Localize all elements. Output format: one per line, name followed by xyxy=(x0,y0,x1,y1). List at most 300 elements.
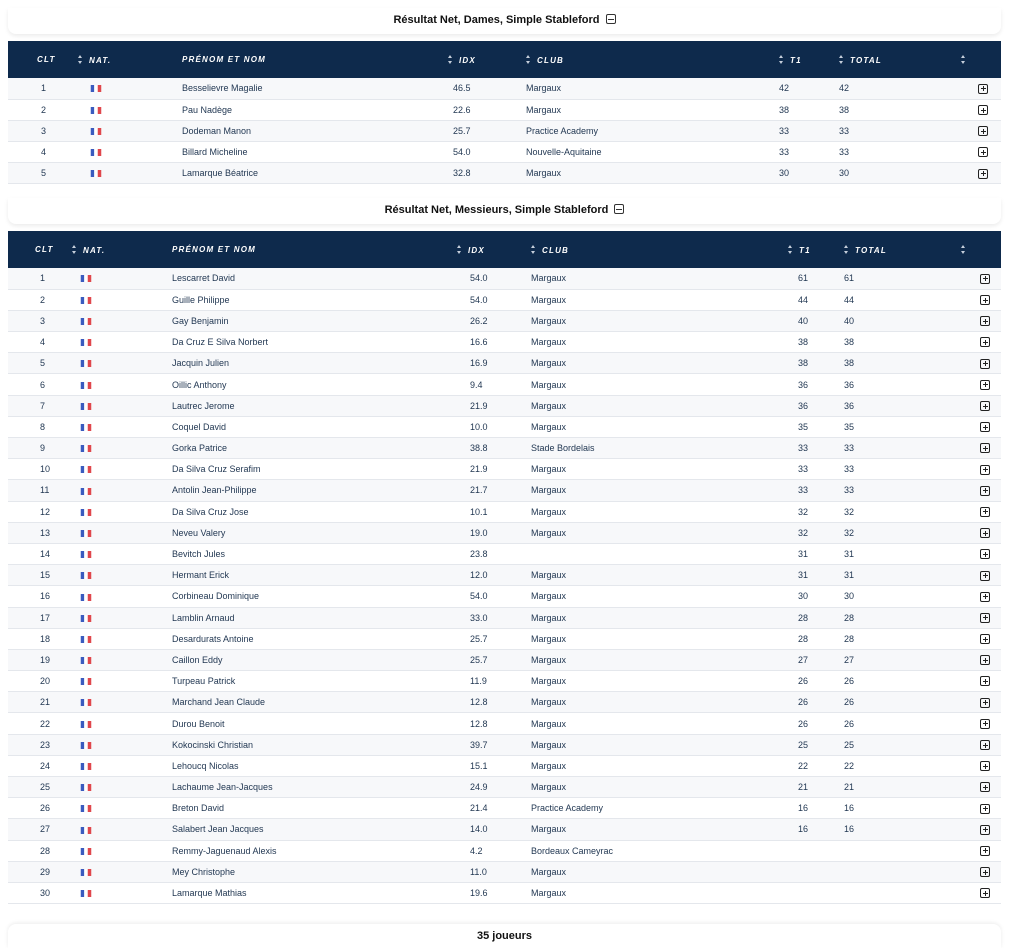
table-row[interactable] xyxy=(8,289,1001,310)
rank-text: 14 xyxy=(40,549,51,560)
expand-plus-icon[interactable] xyxy=(980,782,990,792)
table-row[interactable] xyxy=(8,649,1001,670)
player-name: Lamarque Béatrice xyxy=(182,168,259,179)
index-cell xyxy=(457,777,531,798)
nationality-cell xyxy=(72,840,172,861)
collapse-minus-icon[interactable] xyxy=(614,204,624,214)
sort-arrows-icon[interactable] xyxy=(788,245,793,254)
t1-cell xyxy=(788,459,844,480)
t1-score: 28 xyxy=(798,612,809,623)
club-name: Margaux xyxy=(526,83,562,94)
table-row[interactable] xyxy=(8,268,1001,289)
club-cell xyxy=(531,353,788,374)
table-row[interactable] xyxy=(8,840,1001,861)
rank-text: 11 xyxy=(40,485,50,496)
expand-plus-icon[interactable] xyxy=(980,740,990,750)
t1-score: 22 xyxy=(798,760,809,771)
nationality-cell xyxy=(72,310,172,331)
expand-plus-icon[interactable] xyxy=(980,507,990,517)
sort-arrows-icon[interactable] xyxy=(961,245,966,254)
club-cell xyxy=(531,395,788,416)
nationality-cell xyxy=(72,777,172,798)
expand-cell xyxy=(961,374,1001,395)
nationality-cell xyxy=(72,819,172,840)
expand-cell xyxy=(961,565,1001,586)
club-name: Margaux xyxy=(531,782,567,793)
player-name: Lescarret David xyxy=(172,273,236,284)
t1-score: 26 xyxy=(798,718,809,729)
france-flag-icon xyxy=(80,403,92,410)
player-name-cell xyxy=(172,882,457,903)
expand-cell xyxy=(961,289,1001,310)
total-cell xyxy=(844,374,961,395)
rank-cell xyxy=(8,78,78,99)
france-flag-icon xyxy=(80,678,92,685)
nationality-cell xyxy=(72,438,172,459)
france-flag-icon xyxy=(80,572,92,579)
rank-cell xyxy=(8,543,72,564)
rank-cell xyxy=(8,713,72,734)
player-name: Da Silva Cruz Jose xyxy=(172,506,249,517)
expand-plus-icon[interactable] xyxy=(978,105,988,115)
france-flag-icon xyxy=(80,742,92,749)
expand-plus-icon[interactable] xyxy=(980,549,990,559)
total-cell xyxy=(844,289,961,310)
total-cell xyxy=(844,416,961,437)
club-name: Margaux xyxy=(531,294,567,305)
index-cell xyxy=(457,438,531,459)
col-header-idx[interactable]: IDX xyxy=(457,231,531,268)
total-cell xyxy=(844,459,961,480)
rank-text: 29 xyxy=(40,866,51,877)
rank-text: 2 xyxy=(40,294,46,305)
col-header-club[interactable]: CLUB xyxy=(526,41,779,78)
nationality-cell xyxy=(72,586,172,607)
t1-cell xyxy=(788,586,844,607)
rank-cell xyxy=(8,861,72,882)
sort-arrows-icon[interactable] xyxy=(78,55,83,64)
expand-plus-icon[interactable] xyxy=(980,401,990,411)
index-value: 33.0 xyxy=(470,612,488,623)
club-name: Margaux xyxy=(526,168,562,179)
france-flag-icon xyxy=(80,763,92,770)
rank-cell xyxy=(8,438,72,459)
france-flag-icon xyxy=(80,275,92,282)
index-value: 12.8 xyxy=(470,697,488,708)
expand-cell xyxy=(961,522,1001,543)
player-name-cell xyxy=(172,459,457,480)
player-name: Da Cruz E Silva Norbert xyxy=(172,337,269,348)
total-score: 28 xyxy=(844,633,855,644)
club-cell xyxy=(531,459,788,480)
table-row[interactable] xyxy=(8,163,1001,184)
expand-plus-icon[interactable] xyxy=(980,337,990,347)
index-cell xyxy=(457,459,531,480)
club-name: Margaux xyxy=(531,485,567,496)
club-cell xyxy=(531,692,788,713)
france-flag-icon xyxy=(80,721,92,728)
index-value: 19.6 xyxy=(470,888,488,899)
col-header-actions[interactable] xyxy=(961,41,1001,78)
table-row[interactable] xyxy=(8,882,1001,903)
france-flag-icon xyxy=(80,466,92,473)
expand-plus-icon[interactable] xyxy=(980,274,990,284)
table-row[interactable] xyxy=(8,459,1001,480)
collapse-minus-icon[interactable] xyxy=(606,14,616,24)
rank-text: 10 xyxy=(40,464,51,475)
rank-cell xyxy=(8,120,78,141)
col-header-nat[interactable]: NAT. xyxy=(78,41,182,78)
col-header-nat[interactable]: NAT. xyxy=(72,231,172,268)
expand-plus-icon[interactable] xyxy=(978,126,988,136)
col-header-t1[interactable]: T1 xyxy=(788,231,844,268)
dames-title-text: Résultat Net, Dames, Simple Stableford xyxy=(393,14,600,26)
club-cell xyxy=(531,755,788,776)
table-row[interactable] xyxy=(8,310,1001,331)
nationality-cell xyxy=(72,416,172,437)
rank-text: 5 xyxy=(40,358,46,369)
club-name: Nouvelle-Aquitaine xyxy=(526,147,602,158)
player-name-cell xyxy=(172,798,457,819)
player-name-cell xyxy=(172,819,457,840)
table-row[interactable] xyxy=(8,522,1001,543)
france-flag-icon xyxy=(80,382,92,389)
rank-text: 22 xyxy=(40,718,51,729)
index-value: 16.6 xyxy=(470,337,488,348)
player-name-cell xyxy=(172,543,457,564)
total-score: 30 xyxy=(844,591,855,602)
rank-text: 3 xyxy=(41,125,47,136)
col-header-name[interactable]: PRÉNOM ET NOM xyxy=(172,231,457,268)
col-header-name[interactable]: PRÉNOM ET NOM xyxy=(182,41,448,78)
index-value: 23.8 xyxy=(470,549,488,560)
club-cell xyxy=(531,543,788,564)
france-flag-icon xyxy=(80,890,92,897)
expand-plus-icon[interactable] xyxy=(980,761,990,771)
sort-arrows-icon[interactable] xyxy=(72,245,77,254)
nationality-cell xyxy=(72,522,172,543)
col-header-idx[interactable]: IDX xyxy=(448,41,526,78)
table-row[interactable] xyxy=(8,565,1001,586)
expand-plus-icon[interactable] xyxy=(980,422,990,432)
club-cell xyxy=(531,882,788,903)
table-row[interactable] xyxy=(8,819,1001,840)
t1-score: 38 xyxy=(798,358,809,369)
table-row[interactable] xyxy=(8,353,1001,374)
t1-score: 33 xyxy=(779,125,790,136)
club-name: Margaux xyxy=(531,273,567,284)
index-value: 11.0 xyxy=(470,866,487,877)
player-name: Da Silva Cruz Serafim xyxy=(172,464,261,475)
club-cell xyxy=(531,332,788,353)
total-cell xyxy=(844,755,961,776)
expand-cell xyxy=(961,99,1001,120)
col-header-actions[interactable] xyxy=(961,231,1001,268)
t1-cell xyxy=(788,840,844,861)
club-name: Margaux xyxy=(531,888,567,899)
table-row[interactable] xyxy=(8,777,1001,798)
player-name-cell xyxy=(172,522,457,543)
table-row[interactable] xyxy=(8,628,1001,649)
france-flag-icon xyxy=(80,530,92,537)
club-name: Margaux xyxy=(531,654,567,665)
t1-score: 35 xyxy=(798,421,809,432)
t1-cell xyxy=(788,522,844,543)
index-value: 16.9 xyxy=(470,358,488,369)
expand-plus-icon[interactable] xyxy=(980,592,990,602)
sort-arrows-icon[interactable] xyxy=(961,55,966,64)
total-cell xyxy=(844,438,961,459)
rank-text: 7 xyxy=(40,400,46,411)
t1-cell xyxy=(788,649,844,670)
t1-cell xyxy=(788,501,844,522)
rank-cell xyxy=(8,163,78,184)
expand-plus-icon[interactable] xyxy=(980,443,990,453)
france-flag-icon xyxy=(80,360,92,367)
rank-cell xyxy=(8,289,72,310)
player-name: Oillic Anthony xyxy=(172,379,227,390)
expand-plus-icon[interactable] xyxy=(980,295,990,305)
expand-cell xyxy=(961,607,1001,628)
player-name: Marchand Jean Claude xyxy=(172,697,266,708)
nationality-cell xyxy=(72,692,172,713)
t1-cell xyxy=(779,78,839,99)
club-cell xyxy=(531,480,788,501)
table-row[interactable] xyxy=(8,374,1001,395)
expand-plus-icon[interactable] xyxy=(980,613,990,623)
index-cell xyxy=(457,734,531,755)
nationality-cell xyxy=(72,565,172,586)
player-name-cell xyxy=(172,438,457,459)
expand-plus-icon[interactable] xyxy=(980,676,990,686)
table-row[interactable] xyxy=(8,671,1001,692)
index-cell xyxy=(457,480,531,501)
nationality-cell xyxy=(78,142,182,163)
t1-cell xyxy=(788,543,844,564)
expand-plus-icon[interactable] xyxy=(980,634,990,644)
expand-plus-icon[interactable] xyxy=(980,465,990,475)
expand-plus-icon[interactable] xyxy=(980,698,990,708)
col-header-total[interactable]: TOTAL xyxy=(839,41,961,78)
sort-arrows-icon[interactable] xyxy=(844,245,849,254)
expand-plus-icon[interactable] xyxy=(980,888,990,898)
index-value: 32.8 xyxy=(453,168,471,179)
index-value: 46.5 xyxy=(453,83,471,94)
france-flag-icon xyxy=(80,594,92,601)
table-row[interactable] xyxy=(8,480,1001,501)
t1-cell xyxy=(788,268,844,289)
t1-cell xyxy=(779,99,839,120)
index-cell xyxy=(457,798,531,819)
france-flag-icon xyxy=(80,699,92,706)
expand-cell xyxy=(961,395,1001,416)
expand-plus-icon[interactable] xyxy=(980,380,990,390)
expand-cell xyxy=(961,882,1001,903)
messieurs-results-table xyxy=(8,231,1001,904)
index-value: 21.4 xyxy=(470,803,488,814)
col-header-clt[interactable]: CLT xyxy=(8,231,72,268)
index-value: 25.7 xyxy=(453,125,471,136)
index-value: 12.8 xyxy=(470,718,488,729)
t1-score: 31 xyxy=(798,570,809,581)
expand-plus-icon[interactable] xyxy=(980,655,990,665)
club-name: Practice Academy xyxy=(526,125,599,136)
table-row[interactable] xyxy=(8,142,1001,163)
expand-plus-icon[interactable] xyxy=(980,359,990,369)
index-value: 10.1 xyxy=(470,506,488,517)
sort-arrows-icon[interactable] xyxy=(457,245,462,254)
expand-plus-icon[interactable] xyxy=(980,316,990,326)
expand-cell xyxy=(961,777,1001,798)
table-row[interactable] xyxy=(8,713,1001,734)
expand-plus-icon[interactable] xyxy=(980,846,990,856)
expand-cell xyxy=(961,332,1001,353)
player-name: Remmy-Jaguenaud Alexis xyxy=(172,845,277,856)
table-row[interactable] xyxy=(8,120,1001,141)
expand-plus-icon[interactable] xyxy=(980,825,990,835)
table-row[interactable] xyxy=(8,99,1001,120)
total-score: 25 xyxy=(844,739,855,750)
table-row[interactable] xyxy=(8,332,1001,353)
t1-score: 38 xyxy=(798,337,809,348)
player-name: Bevitch Jules xyxy=(172,549,226,560)
t1-score: 31 xyxy=(798,549,809,560)
expand-plus-icon[interactable] xyxy=(978,147,988,157)
table-row[interactable] xyxy=(8,798,1001,819)
club-name: Margaux xyxy=(531,591,567,602)
expand-cell xyxy=(961,586,1001,607)
nationality-cell xyxy=(72,628,172,649)
club-name: Margaux xyxy=(531,421,567,432)
expand-plus-icon[interactable] xyxy=(980,528,990,538)
table-row[interactable] xyxy=(8,607,1001,628)
club-name: Bordeaux Cameyrac xyxy=(531,845,614,856)
col-header-clt[interactable]: CLT xyxy=(8,41,78,78)
index-cell xyxy=(457,353,531,374)
table-row[interactable] xyxy=(8,543,1001,564)
player-name: Mey Christophe xyxy=(172,866,236,877)
index-cell xyxy=(448,99,526,120)
rank-text: 19 xyxy=(40,654,51,665)
col-header-total[interactable]: TOTAL xyxy=(844,231,961,268)
table-row[interactable] xyxy=(8,692,1001,713)
club-name: Margaux xyxy=(531,612,567,623)
total-score: 27 xyxy=(844,654,855,665)
index-cell xyxy=(457,861,531,882)
player-name: Caillon Eddy xyxy=(172,654,223,665)
t1-cell xyxy=(788,713,844,734)
sort-arrows-icon[interactable] xyxy=(839,55,844,64)
expand-plus-icon[interactable] xyxy=(978,84,988,94)
sort-arrows-icon[interactable] xyxy=(526,55,531,64)
col-header-t1[interactable]: T1 xyxy=(779,41,839,78)
nationality-cell xyxy=(72,289,172,310)
club-name: Margaux xyxy=(531,379,567,390)
index-cell xyxy=(448,142,526,163)
france-flag-icon xyxy=(80,297,92,304)
total-cell xyxy=(839,99,961,120)
total-cell xyxy=(844,543,961,564)
rank-cell xyxy=(8,755,72,776)
expand-plus-icon[interactable] xyxy=(978,169,988,179)
total-cell xyxy=(839,120,961,141)
t1-score: 61 xyxy=(798,273,809,284)
table-row[interactable] xyxy=(8,501,1001,522)
club-name: Margaux xyxy=(531,506,567,517)
france-flag-icon xyxy=(80,509,92,516)
total-cell xyxy=(844,734,961,755)
sort-arrows-icon[interactable] xyxy=(779,55,784,64)
total-cell xyxy=(844,671,961,692)
t1-cell xyxy=(788,374,844,395)
sort-arrows-icon[interactable] xyxy=(448,55,453,64)
total-cell xyxy=(844,310,961,331)
player-name-cell xyxy=(172,755,457,776)
table-row[interactable] xyxy=(8,416,1001,437)
t1-cell xyxy=(788,692,844,713)
table-row[interactable] xyxy=(8,395,1001,416)
table-row[interactable] xyxy=(8,755,1001,776)
total-score: 26 xyxy=(844,718,855,729)
t1-cell xyxy=(788,289,844,310)
expand-plus-icon[interactable] xyxy=(980,571,990,581)
total-score: 38 xyxy=(844,358,855,369)
index-value: 22.6 xyxy=(453,104,471,115)
nationality-cell xyxy=(72,649,172,670)
t1-cell xyxy=(779,142,839,163)
col-header-club[interactable]: CLUB xyxy=(531,231,788,268)
total-cell xyxy=(839,142,961,163)
index-value: 4.2 xyxy=(470,845,483,856)
index-cell xyxy=(457,755,531,776)
expand-plus-icon[interactable] xyxy=(980,486,990,496)
total-score: 16 xyxy=(844,824,855,835)
expand-plus-icon[interactable] xyxy=(980,804,990,814)
expand-plus-icon[interactable] xyxy=(980,719,990,729)
index-value: 39.7 xyxy=(470,739,488,750)
index-cell xyxy=(457,289,531,310)
rank-cell xyxy=(8,99,78,120)
index-cell xyxy=(457,395,531,416)
table-row[interactable] xyxy=(8,438,1001,459)
expand-plus-icon[interactable] xyxy=(980,867,990,877)
total-cell xyxy=(844,565,961,586)
total-cell xyxy=(844,798,961,819)
total-cell xyxy=(844,840,961,861)
expand-cell xyxy=(961,734,1001,755)
t1-score: 32 xyxy=(798,527,809,538)
table-row[interactable] xyxy=(8,861,1001,882)
france-flag-icon xyxy=(80,869,92,876)
table-row[interactable] xyxy=(8,734,1001,755)
nationality-cell xyxy=(72,268,172,289)
france-flag-icon xyxy=(80,318,92,325)
table-row[interactable] xyxy=(8,586,1001,607)
total-cell xyxy=(844,522,961,543)
rank-cell xyxy=(8,480,72,501)
sort-arrows-icon[interactable] xyxy=(531,245,536,254)
player-name-cell xyxy=(172,289,457,310)
expand-cell xyxy=(961,501,1001,522)
player-name: Coquel David xyxy=(172,421,227,432)
rank-cell xyxy=(8,459,72,480)
players-count-footer xyxy=(8,924,1001,948)
player-name: Durou Benoit xyxy=(172,718,225,729)
nationality-cell xyxy=(72,332,172,353)
table-row[interactable] xyxy=(8,78,1001,99)
t1-score: 16 xyxy=(798,824,809,835)
expand-cell xyxy=(961,416,1001,437)
